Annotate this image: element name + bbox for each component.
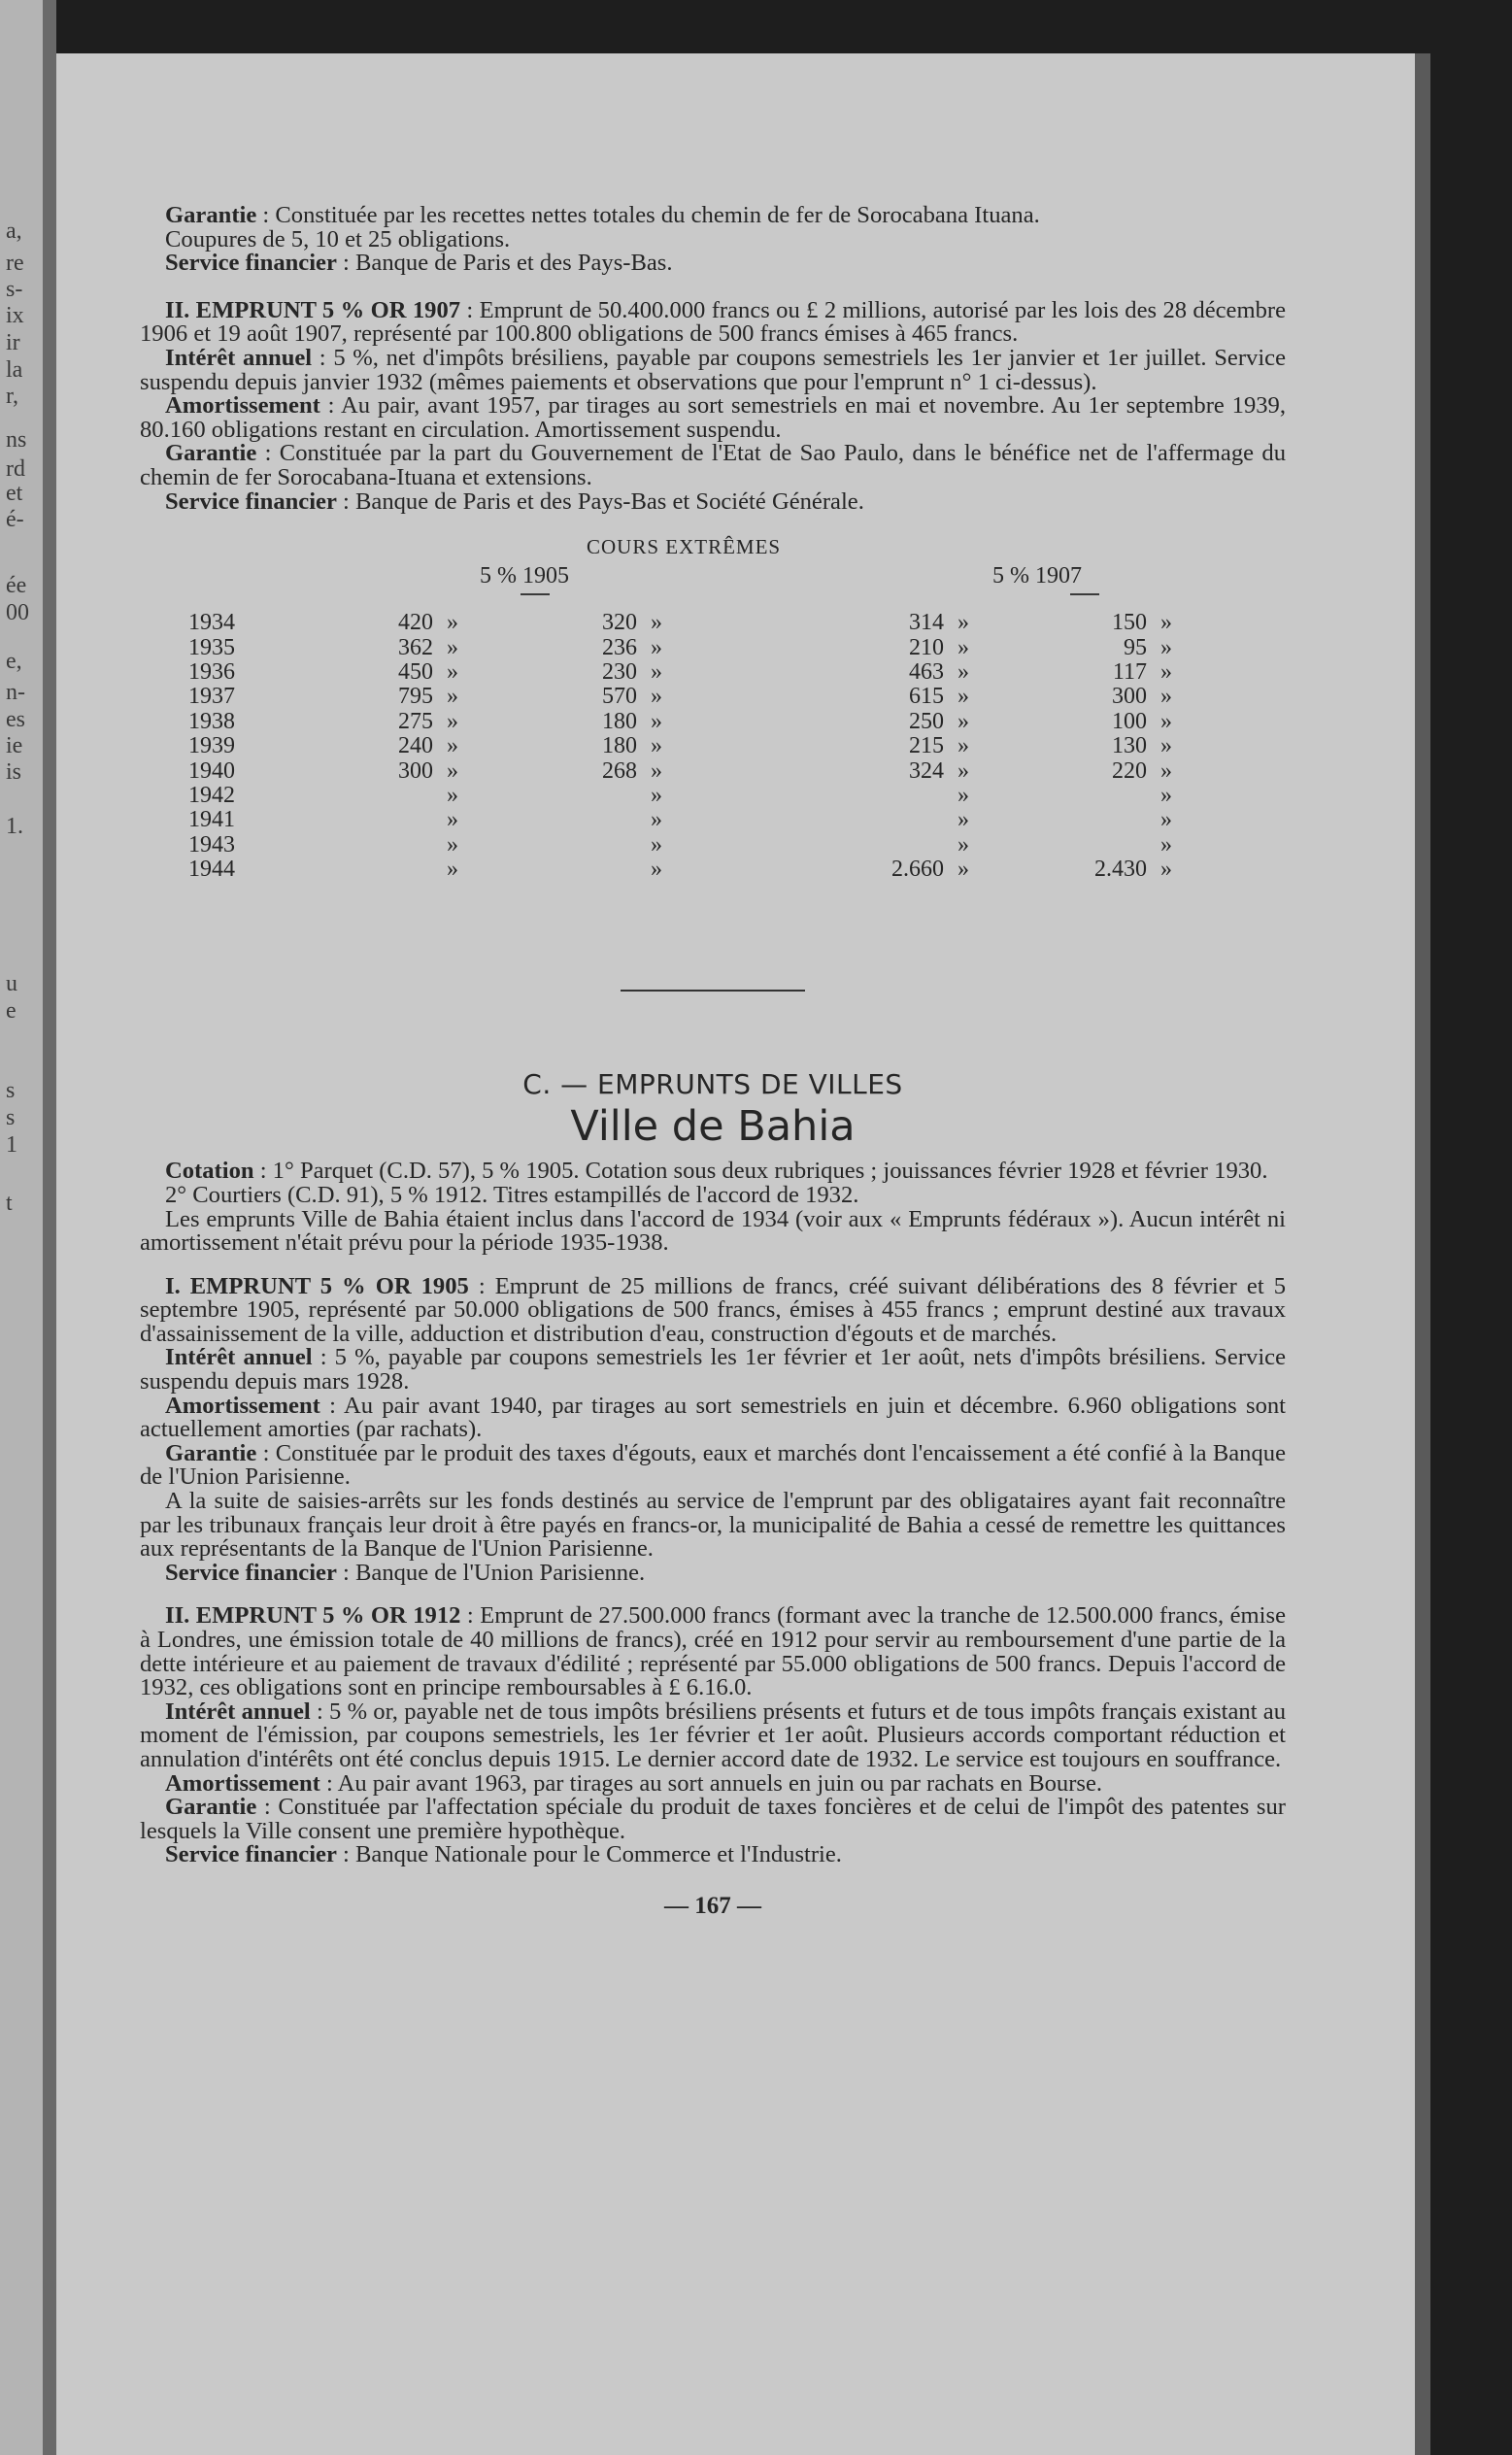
service-1912 [140, 1843, 1286, 1867]
saisies-paragraph: A la suite de saisies-arrêts sur les fonds destinés au service de l'emprunt par des obligataires ayant fait reconnaître par les tribunaux français leur droit à être payés en francs-or, la municipalité de Bahia a cessé de remettre les quittances aux représentants de la Banque de l'Union Parisienne. [140, 1488, 1286, 1563]
text: : Emprunt de 27.500.000 francs (formant avec la tranche de 12.500.000 francs, émise à Londres, une émission totale de 40 millions de francs), créé en 1912 pour servir au remboursement d'une partie de la dette intérieure et au paiement de travaux d'édilité ; représenté par 55.000 obligations de 500 francs. Depuis l'accord de 1932, ces obligations sont en principe remboursables à £ 6.16.0. [140, 1602, 1286, 1701]
table-cell-value: 275 [398, 708, 433, 734]
table-cell-value: 450 [398, 658, 433, 685]
label: Intérêt annuel [165, 1344, 313, 1371]
table-cell-mark: » [447, 831, 458, 858]
table-cell-mark: » [651, 684, 662, 710]
interet-1905 [140, 1346, 1286, 1394]
city-title: Ville de Bahia [570, 1101, 856, 1151]
table-cell-value: 240 [398, 733, 433, 759]
table-cell-mark: » [1160, 757, 1172, 784]
table-cell-value: 300 [1112, 684, 1147, 710]
table-cell-mark: » [447, 708, 458, 734]
adjacent-page-fragment: es [6, 707, 25, 732]
service-1907 [140, 490, 1286, 515]
label: Cotation [165, 1158, 254, 1185]
text: : Au pair, avant 1957, par tirages au sort semestriels en mai et novembre. Au 1er septembre 1939, 80.160 obligations restant en circulation. Amortissement suspendu. [140, 392, 1286, 443]
table-cell-mark: » [447, 782, 458, 808]
table-cell-year: 1939 [188, 733, 235, 759]
text: : Constituée par l'affectation spéciale du produit de taxes foncières et de celui de l'impôt des patentes sur lesquels la Ville consent une première hypothèque. [140, 1794, 1286, 1844]
garantie-1905 [140, 1439, 1286, 1491]
table-cell-value: 95 [1124, 634, 1147, 660]
text: : 5 % or, payable net de tous impôts brésiliens présents et futurs et de tous impôts français existant au moment de l'émission, par coupons semestriels, les 1er février et 1er août. Plusieurs accords comportant réduction et annulation d'intérêts ont été conclus depuis 1915. Le dernier accord date de 1932. Le service est toujours en souffrance. [140, 1698, 1286, 1772]
table-cell-year: 1938 [188, 708, 235, 734]
table-cell-value: 362 [398, 634, 433, 660]
table-cell-mark: » [651, 831, 662, 858]
table-cell-value: 420 [398, 610, 433, 636]
table-cell-mark: » [651, 634, 662, 660]
adjacent-page-fragment: re [6, 251, 24, 276]
table-cell-value: 117 [1112, 658, 1147, 685]
text: : 5 %, net d'impôts brésiliens, payable par coupons semestriels les 1er janvier et 1er juillet. Service suspendu depuis janvier 1932 (mêmes paiements et observations que pour l'emprunt n° 1 ci-dessus). [140, 344, 1287, 395]
table-cell-value: 570 [602, 684, 637, 710]
table-cell-mark: » [447, 634, 458, 660]
garantie-1907 [140, 442, 1286, 489]
text: : 5 %, payable par coupons semestriels les 1er février et 1er août, nets d'impôts brésiliens. Service suspendu depuis mars 1928. [140, 1344, 1287, 1396]
adjacent-page-fragment: e, [6, 649, 22, 674]
table-title: COURS EXTRÊMES [587, 535, 782, 559]
table-cell-mark: » [1160, 684, 1172, 710]
table-cell-value: 130 [1112, 733, 1147, 759]
table-cell-mark: » [1160, 658, 1172, 685]
adjacent-page-fragment: 1. [6, 814, 23, 839]
garantie-1912 [140, 1796, 1286, 1843]
amort-1905 [140, 1392, 1286, 1443]
table-cell-value: 210 [909, 634, 944, 660]
adjacent-page-fragment: et [6, 481, 23, 506]
emprunt-1905-heading [140, 1272, 1287, 1347]
adjacent-page-fragment: a, [6, 219, 22, 244]
heading: II. EMPRUNT 5 % OR 1907 [165, 296, 461, 323]
table-cell-year: 1943 [188, 831, 235, 858]
table-cell-mark: » [1160, 610, 1172, 636]
table-cell-mark: » [958, 658, 969, 685]
emprunts-note: Les emprunts Ville de Bahia étaient inclus dans l'accord de 1934 (voir aux « Emprunts fédéraux »). Aucun intérêt ni amortissement n'était prévu pour la période 1935-1938. [140, 1205, 1286, 1257]
price-table [140, 535, 1286, 943]
adjacent-page-fragment: t [6, 1191, 13, 1216]
amort-1907 [140, 394, 1286, 442]
table-cell-value: 615 [909, 684, 944, 710]
table-cell-mark: » [447, 658, 458, 685]
adjacent-page-fragment: la [6, 357, 23, 383]
label: Intérêt annuel [165, 1698, 311, 1725]
table-cell-value: 2.660 [891, 857, 944, 883]
table-cell-mark: » [447, 857, 458, 883]
table-cell-mark: » [651, 782, 662, 808]
section-title: C. — EMPRUNTS DE VILLES [522, 1068, 903, 1101]
text: : 1° Parquet (C.D. 57), 5 % 1905. Cotation sous deux rubriques ; jouissances février 1928 et février 1930. [253, 1158, 1268, 1185]
table-cell-mark: » [958, 708, 969, 734]
table-cell-year: 1937 [188, 684, 235, 710]
label: Amortissement [165, 1392, 320, 1419]
amort-1912 [140, 1769, 1286, 1797]
interet-1912 [140, 1700, 1286, 1772]
label: Service financier [165, 488, 337, 515]
label: Service financier [165, 1559, 337, 1586]
table-cell-mark: » [447, 610, 458, 636]
table-cell-value: 180 [602, 708, 637, 734]
table-cell-mark: » [958, 807, 969, 833]
table-cell-value: 100 [1112, 708, 1147, 734]
table-cell-value: 320 [602, 610, 637, 636]
table-cell-mark: » [1160, 857, 1172, 883]
adjacent-page-fragment: 00 [6, 600, 29, 625]
adjacent-page-fragment: ix [6, 303, 24, 328]
text: : Banque Nationale pour le Commerce et l'Industrie. [336, 1841, 842, 1868]
table-cell-mark: » [651, 658, 662, 685]
emprunt-1907-heading [140, 296, 1287, 348]
adjacent-page-fragment: é- [6, 507, 24, 532]
table-cell-year: 1936 [188, 658, 235, 685]
text: : Au pair avant 1963, par tirages au sort annuels en juin ou par rachats en Bourse. [319, 1769, 1103, 1797]
table-cell-value: 795 [398, 684, 433, 710]
table-cell-value: 463 [909, 658, 944, 685]
adjacent-page-fragment: s [6, 1078, 16, 1103]
text: : Constituée par le produit des taxes d'égouts, eaux et marchés dont l'encaissement a été confié à la Banque de l'Union Parisienne. [140, 1439, 1286, 1491]
adjacent-page-fragment: rd [6, 456, 25, 482]
table-cell-mark: » [651, 757, 662, 784]
table-cell-value: 314 [909, 610, 944, 636]
table-cell-value: 268 [602, 757, 637, 784]
page-right-edge [1415, 53, 1430, 2455]
adjacent-page-fragment: s [6, 1105, 16, 1130]
text: : Emprunt de 25 millions de francs, créé suivant délibérations des 8 février et 5 septembre 1905, représenté par 50.000 obligations de 500 francs, émises à 455 francs ; emprunt destiné aux travaux d'assainissement de la ville, adduction et distribution d'eau, construction d'égouts et de marchés. [140, 1272, 1287, 1347]
table-cell-mark: » [1160, 733, 1172, 759]
table-cell-value: 324 [909, 757, 944, 784]
adjacent-page-fragment: ie [6, 733, 23, 758]
table-cell-year: 1934 [188, 610, 235, 636]
garantie-paragraph [140, 204, 1286, 228]
courtiers-line: 2° Courtiers (C.D. 91), 5 % 1912. Titres estampillés de l'accord de 1932. [165, 1181, 859, 1208]
adjacent-page-fragment: s- [6, 277, 23, 302]
table-cell-mark: » [447, 733, 458, 759]
table-cell-year: 1944 [188, 857, 235, 883]
interet-1907 [140, 344, 1287, 395]
text: : Banque de Paris et des Pays-Bas et Société Générale. [336, 488, 864, 515]
table-cell-mark: » [1160, 634, 1172, 660]
table-cell-mark: » [958, 857, 969, 883]
label: Garantie [165, 202, 257, 228]
heading: II. EMPRUNT 5 % OR 1912 [165, 1602, 461, 1630]
service-paragraph [140, 252, 1286, 276]
table-cell-year: 1941 [188, 807, 235, 833]
adjacent-page-fragment: is [6, 759, 22, 785]
table-cell-value: 220 [1112, 757, 1147, 784]
text: : Emprunt de 50.400.000 francs ou £ 2 millions, autorisé par les lois des 28 décembre 1906 et 19 août 1907, représenté par 100.800 obligations de 500 francs émises à 465 francs. [140, 296, 1287, 348]
emprunt-1912-heading [140, 1604, 1286, 1699]
table-cell-mark: » [651, 733, 662, 759]
table-cell-year: 1935 [188, 634, 235, 660]
table-cell-mark: » [447, 684, 458, 710]
header-rule [1070, 593, 1099, 595]
table-cell-mark: » [958, 634, 969, 660]
page-number: — 167 — [664, 1892, 761, 1919]
text: : Banque de l'Union Parisienne. [336, 1559, 646, 1586]
table-cell-mark: » [958, 684, 969, 710]
cotation-paragraph [140, 1160, 1286, 1184]
page-gutter-shadow [43, 0, 56, 2455]
text: : Constituée par la part du Gouvernement de l'Etat de Sao Paulo, dans le bénéfice net de l'affermage du chemin de fer Sorocabana-Ituana et extensions. [140, 440, 1286, 490]
adjacent-page-fragment: ée [6, 573, 27, 598]
table-cell-mark: » [651, 610, 662, 636]
adjacent-page-fragment: e [6, 998, 17, 1024]
section-divider [621, 990, 805, 992]
table-cell-mark: » [958, 610, 969, 636]
adjacent-page-edge [0, 0, 56, 2455]
coupures-line: Coupures de 5, 10 et 25 obligations. [165, 225, 511, 252]
adjacent-page-fragment: 1 [6, 1132, 17, 1158]
adjacent-page-fragment: ns [6, 427, 27, 453]
table-cell-mark: » [447, 757, 458, 784]
heading: I. EMPRUNT 5 % OR 1905 [165, 1272, 469, 1299]
label: Service financier [165, 1841, 337, 1868]
label: Garantie [165, 1794, 257, 1821]
table-cell-mark: » [1160, 782, 1172, 808]
adjacent-page-fragment: ir [6, 330, 20, 355]
column-header-1907: 5 % 1907 [992, 563, 1082, 589]
table-cell-value: 300 [398, 757, 433, 784]
table-cell-mark: » [651, 807, 662, 833]
text: : Banque de Paris et des Pays-Bas. [336, 250, 673, 277]
table-cell-mark: » [651, 708, 662, 734]
adjacent-page-fragment: r, [6, 384, 19, 409]
column-header-1905: 5 % 1905 [480, 563, 569, 589]
table-cell-mark: » [958, 733, 969, 759]
table-cell-value: 230 [602, 658, 637, 685]
table-cell-value: 2.430 [1094, 857, 1147, 883]
table-cell-year: 1940 [188, 757, 235, 784]
table-cell-mark: » [958, 782, 969, 808]
table-cell-mark: » [651, 857, 662, 883]
text: : Constituée par les recettes nettes totales du chemin de fer de Sorocabana Ituana. [256, 202, 1040, 228]
page-text [140, 204, 1286, 1919]
table-cell-mark: » [958, 831, 969, 858]
label: Service financier [165, 250, 337, 277]
table-cell-value: 250 [909, 708, 944, 734]
label: Garantie [165, 440, 257, 467]
table-cell-mark: » [1160, 708, 1172, 734]
table-cell-value: 236 [602, 634, 637, 660]
label: Amortissement [165, 1769, 320, 1797]
table-cell-year: 1942 [188, 782, 235, 808]
table-cell-mark: » [1160, 831, 1172, 858]
table-cell-mark: » [1160, 807, 1172, 833]
label: Garantie [165, 1439, 257, 1466]
table-cell-value: 215 [909, 733, 944, 759]
service-1905 [140, 1559, 1286, 1586]
table-cell-value: 150 [1112, 610, 1147, 636]
table-cell-mark: » [447, 807, 458, 833]
label: Intérêt annuel [165, 344, 313, 371]
header-rule [521, 593, 550, 595]
adjacent-page-fragment: n- [6, 680, 25, 705]
adjacent-page-fragment: u [6, 971, 17, 996]
table-cell-mark: » [958, 757, 969, 784]
table-cell-value: 180 [602, 733, 637, 759]
label: Amortissement [165, 392, 320, 420]
text: : Au pair avant 1940, par tirages au sort semestriels en juin et décembre. 6.960 obligations sont actuellement amorties (par rachats). [140, 1392, 1286, 1443]
